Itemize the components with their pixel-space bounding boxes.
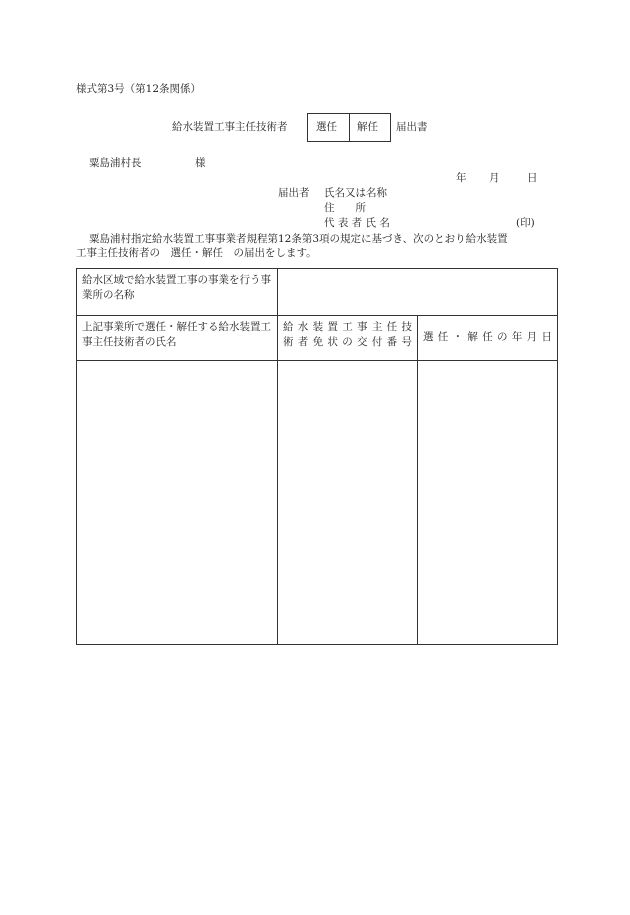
license-number-field[interactable]	[278, 361, 418, 645]
title-option-senin: 選任	[316, 121, 337, 133]
body-text-line1: 粟島浦村指定給水装置工事事業者規程第12条第3項の規定に基づき、次のとおり給水装置	[89, 233, 508, 245]
applicant-label: 届出者	[278, 187, 310, 199]
form-number: 様式第3号（第12条関係）	[76, 83, 202, 95]
date-month: 月	[489, 172, 500, 184]
office-name-label: 給水区域で給水装置工事の事業を行う事業所の名称	[77, 269, 278, 316]
body-text-line2: 工事主任技術者の 選任・解任 の届出をします。	[76, 247, 317, 259]
applicant-representative-label: 代 表 者 氏 名	[324, 217, 390, 229]
date-year: 年	[456, 172, 467, 184]
addressee-name: 粟島浦村長	[89, 157, 142, 169]
appointment-date-field[interactable]	[418, 361, 558, 645]
title-option-kainin: 解任	[357, 121, 378, 133]
license-number-header	[278, 316, 418, 361]
applicant-address-label: 住 所	[324, 202, 366, 214]
engineer-name-header: 上記事業所で選任・解任する給水装置工事主任技術者の氏名	[77, 316, 278, 361]
title-suffix: 届出書	[396, 121, 428, 133]
date-day: 日	[527, 172, 538, 184]
seal-mark: (印)	[516, 217, 535, 229]
license-number-header-line2: 術者免状の交付番号	[283, 336, 412, 349]
title-prefix: 給水装置工事主任技術者	[172, 121, 288, 133]
engineer-name-field[interactable]	[77, 361, 278, 645]
addressee-honorific: 様	[195, 157, 206, 169]
form-table	[76, 268, 558, 645]
license-number-header-line1: 給水装置工事主任技	[283, 321, 412, 333]
office-name-field[interactable]	[278, 269, 558, 316]
appointment-date-header	[418, 316, 558, 361]
applicant-name-label: 氏名又は名称	[324, 187, 387, 199]
appointment-date-header-text: 選任・解任の年月日	[423, 331, 552, 344]
